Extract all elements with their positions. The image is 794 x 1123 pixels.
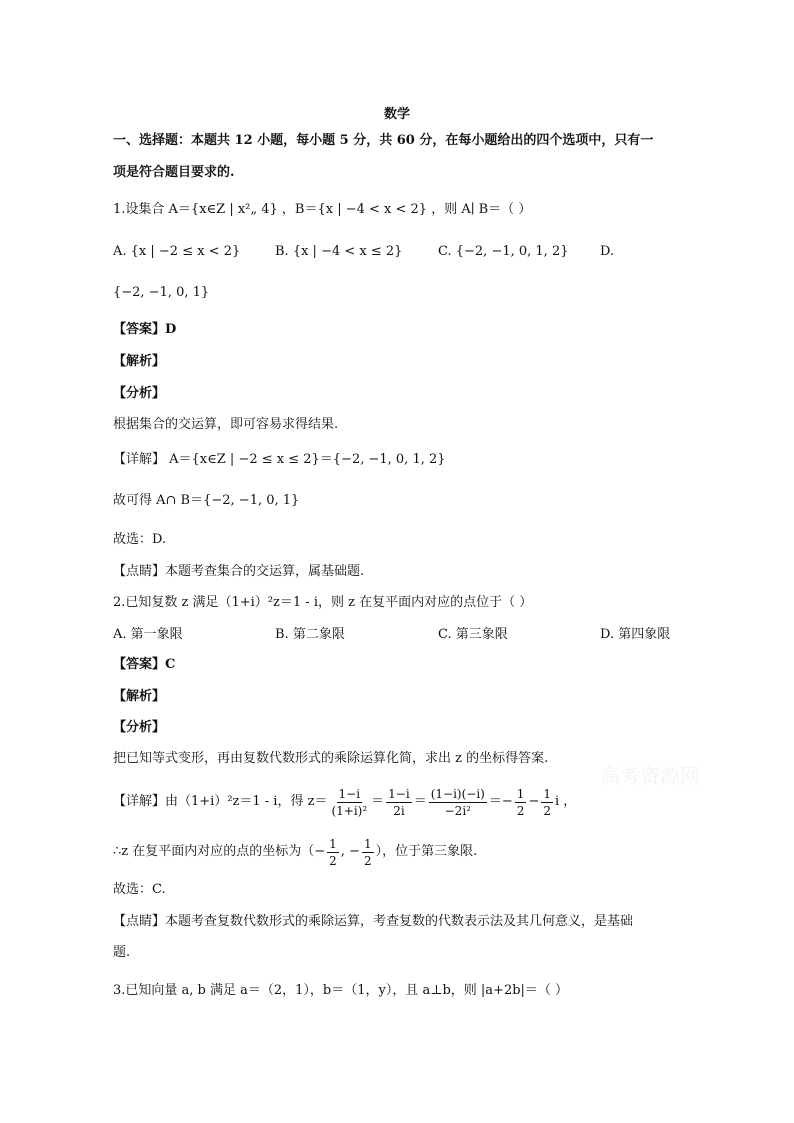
- fraction-half-2-denominator: 2: [543, 803, 551, 818]
- coord-fraction-1: [327, 836, 339, 869]
- fraction-1: [329, 786, 369, 819]
- question-2-option-c: C. 第三象限: [438, 627, 508, 642]
- question-2-option-a: A. 第一象限: [113, 627, 183, 642]
- equals-sign: ＝: [371, 794, 385, 809]
- fraction-1-numerator: 1−i: [338, 786, 361, 801]
- coord-mid: , −: [340, 844, 360, 859]
- minus-sign: −: [501, 794, 513, 809]
- question-1-stem: 1.设集合 A＝{x∈Z | x²„ 4} ，B＝{x | −4 < x < 2} ，则 A∣ B＝（ ）: [113, 202, 532, 217]
- fraction-half-2: [541, 786, 553, 819]
- fraction-half-2-numerator: 1: [543, 786, 551, 801]
- coord-prefix: ∴z 在复平面内对应的点的坐标为（−: [113, 844, 326, 859]
- minus-sign: −: [528, 794, 540, 809]
- fraction-half-1-denominator: 2: [516, 803, 525, 818]
- section-heading-line2: 项是符合题目要求的.: [113, 165, 235, 180]
- question-2-fenxi: 【分析】: [113, 720, 166, 735]
- coord-fraction-1-denominator: 2: [329, 853, 337, 868]
- fraction-3: [429, 786, 487, 819]
- question-2-stem: 2.已知复数 z 满足（1+i）²z＝1 - i，则 z 在复平面内对应的点位于（ ）: [113, 595, 533, 610]
- coord-fraction-2: [362, 836, 374, 869]
- question-1-detail: 【详解】 A＝{x∈Z | −2 ≤ x ≤ 2}＝{−2, −1, 0, 1, 2}: [113, 452, 446, 467]
- question-1-answer: 【答案】D: [113, 322, 177, 337]
- question-1-conclusion: 故可得 A∩ B＝{−2, −1, 0, 1}: [113, 493, 300, 508]
- fraction-3-denominator: −2i²: [444, 803, 471, 818]
- question-2-dianjing-line2: 题.: [113, 945, 131, 960]
- question-3-stem: 3.已知向量 a, b 满足 a＝（2，1），b＝（1，y），且 a⊥b，则 |a+2b|＝（ ）: [113, 983, 569, 998]
- question-2-answer: 【答案】C: [113, 657, 176, 672]
- question-1-fenxi: 【分析】: [113, 386, 166, 401]
- equals-sign: ＝: [413, 794, 427, 809]
- question-1-option-b: B. {x | −4 < x ≤ 2}: [275, 244, 403, 259]
- question-1-choice: 故选：D.: [113, 532, 167, 547]
- question-1-jiexi: 【解析】: [113, 354, 166, 369]
- question-2-fenxi-text: 把已知等式变形，再由复数代数形式的乘除运算化简，求出 z 的坐标得答案.: [113, 751, 549, 766]
- question-2-option-b: B. 第二象限: [275, 627, 345, 642]
- equals-sign: ＝: [488, 794, 502, 809]
- coord-suffix: ），位于第三象限.: [375, 844, 478, 859]
- page-title: 数学: [383, 107, 410, 122]
- section-heading-line1: 一、选择题：本题共 12 小题，每小题 5 分，共 60 分，在每小题给出的四个选项中，只有一: [113, 133, 654, 148]
- fraction-3-numerator: (1−i)(−i): [430, 786, 485, 801]
- question-2-coordinate-line: [113, 834, 477, 870]
- question-2-option-d: D. 第四象限: [600, 627, 671, 642]
- i-suffix: i ，: [554, 794, 577, 809]
- question-2-dianjing-line1: 【点睛】本题考查复数代数形式的乘除运算，考查复数的代数表示法及其几何意义，是基础: [113, 914, 634, 929]
- watermark: 高考资源网: [600, 764, 700, 788]
- coord-fraction-2-denominator: 2: [363, 853, 372, 868]
- coord-fraction-1-numerator: 1: [329, 836, 337, 851]
- question-2-jiexi: 【解析】: [113, 689, 166, 704]
- coord-fraction-2-numerator: 1: [363, 836, 372, 851]
- fraction-half-1-numerator: 1: [516, 786, 525, 801]
- question-1-option-d: D.: [600, 244, 615, 259]
- question-2-detail: [113, 784, 576, 820]
- question-2-choice: 故选：C.: [113, 882, 166, 897]
- question-1-dianjing: 【点睛】本题考查集合的交运算，属基础题.: [113, 564, 365, 579]
- question-1-option-d-value: {−2, −1, 0, 1}: [113, 285, 210, 300]
- fraction-2-denominator: 2i: [393, 803, 405, 818]
- fraction-2: [386, 786, 412, 819]
- question-1-option-c: C. {−2, −1, 0, 1, 2}: [438, 244, 569, 259]
- fraction-half-1: [515, 786, 527, 819]
- detail-prefix: 【详解】由（1+i）²z＝1 - i，得 z＝: [113, 794, 328, 809]
- question-1-option-a: A. {x | −2 ≤ x < 2}: [113, 244, 241, 259]
- fraction-1-denominator: (1+i)²: [331, 803, 368, 818]
- question-1-fenxi-text: 根据集合的交运算，即可容易求得结果.: [113, 417, 339, 432]
- fraction-2-numerator: 1−i: [388, 786, 410, 801]
